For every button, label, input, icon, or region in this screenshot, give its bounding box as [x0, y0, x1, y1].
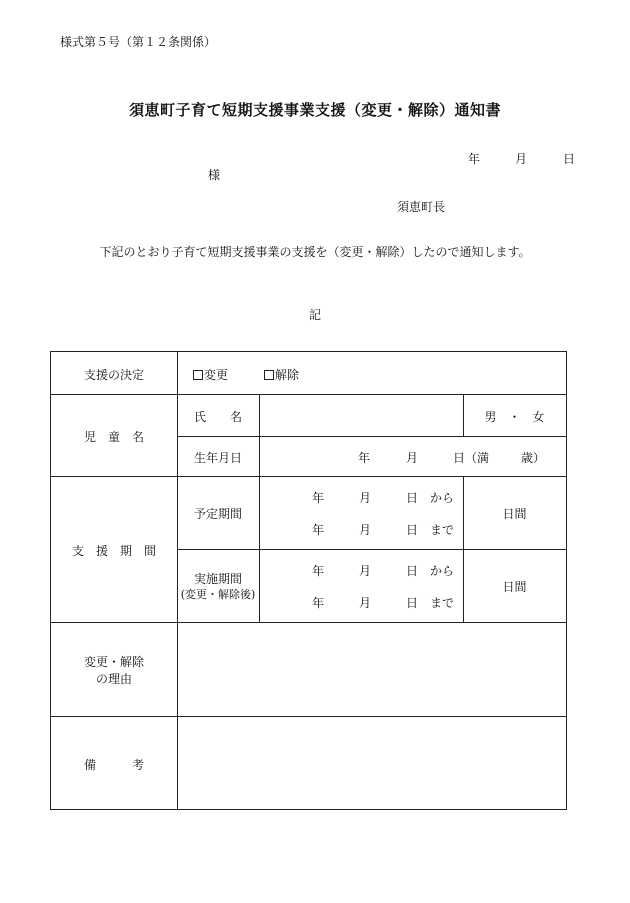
checkbox-box[interactable]: [264, 370, 274, 380]
reason-field[interactable]: [181, 628, 561, 712]
planned-from-month: 月: [359, 491, 372, 505]
form-number: 様式第５号（第１２条関係）: [60, 35, 217, 49]
row-divider: [51, 394, 566, 395]
planned-to-year: 年: [312, 523, 325, 537]
row-divider: [51, 476, 566, 477]
addressee-suffix: 様: [208, 168, 221, 182]
planned-days-unit: 日間: [502, 507, 527, 521]
planned-period-label: 予定期間: [193, 507, 242, 521]
child-name-label: 児 童 名: [83, 430, 144, 444]
actual-to-year: 年: [312, 596, 325, 610]
child-name-field[interactable]: [263, 398, 459, 432]
age-unit: 歳）: [521, 451, 546, 465]
record-label: 記: [308, 308, 321, 322]
notice-form-table: [50, 351, 567, 810]
change-option-label: 変更: [204, 368, 229, 382]
actual-period-sublabel: (変更・解除後): [180, 588, 256, 601]
planned-from-day: 日 から: [406, 491, 455, 505]
row-divider: [177, 436, 566, 437]
actual-to-day: 日 まで: [406, 596, 455, 610]
actual-to-month: 月: [359, 596, 372, 610]
checkbox-box[interactable]: [193, 370, 203, 380]
row-divider: [51, 622, 566, 623]
document-title: 須恵町子育て短期支援事業支援（変更・解除）通知書: [128, 101, 501, 119]
cancel-checkbox[interactable]: [264, 366, 299, 383]
support-period-label: 支 援 期 間: [71, 544, 156, 558]
row-divider: [177, 549, 566, 550]
planned-to-month: 月: [359, 523, 372, 537]
change-checkbox[interactable]: [193, 366, 228, 383]
remarks-field[interactable]: [181, 722, 561, 804]
birth-day-unit: 日（満: [453, 451, 490, 465]
notice-body-text: 下記のとおり子育て短期支援事業の支援を（変更・解除）したので通知します。: [99, 245, 531, 259]
reason-label: 変更・解除: [83, 655, 144, 669]
column-divider: [259, 394, 260, 622]
issuer-name: 須恵町長: [397, 200, 446, 214]
date-month-label: 月: [515, 152, 528, 166]
date-day-label: 日: [563, 152, 576, 166]
birth-year-unit: 年: [358, 451, 371, 465]
cancel-option-label: 解除: [275, 368, 300, 382]
birth-month-unit: 月: [406, 451, 419, 465]
actual-period-label: 実施期間: [193, 572, 242, 586]
gender-selector[interactable]: 男 ・ 女: [484, 410, 545, 424]
actual-days-unit: 日間: [502, 580, 527, 594]
actual-from-day: 日 から: [406, 564, 455, 578]
planned-from-year: 年: [312, 491, 325, 505]
decision-label: 支援の決定: [83, 368, 144, 382]
actual-from-year: 年: [312, 564, 325, 578]
birthdate-label: 生年月日: [193, 451, 242, 465]
actual-from-month: 月: [359, 564, 372, 578]
planned-to-day: 日 まで: [406, 523, 455, 537]
remarks-label: 備 考: [83, 758, 144, 772]
row-divider: [51, 716, 566, 717]
reason-sublabel: の理由: [95, 672, 132, 686]
column-divider: [463, 476, 464, 622]
full-name-label: 氏 名: [193, 410, 242, 424]
date-year-label: 年: [468, 152, 481, 166]
